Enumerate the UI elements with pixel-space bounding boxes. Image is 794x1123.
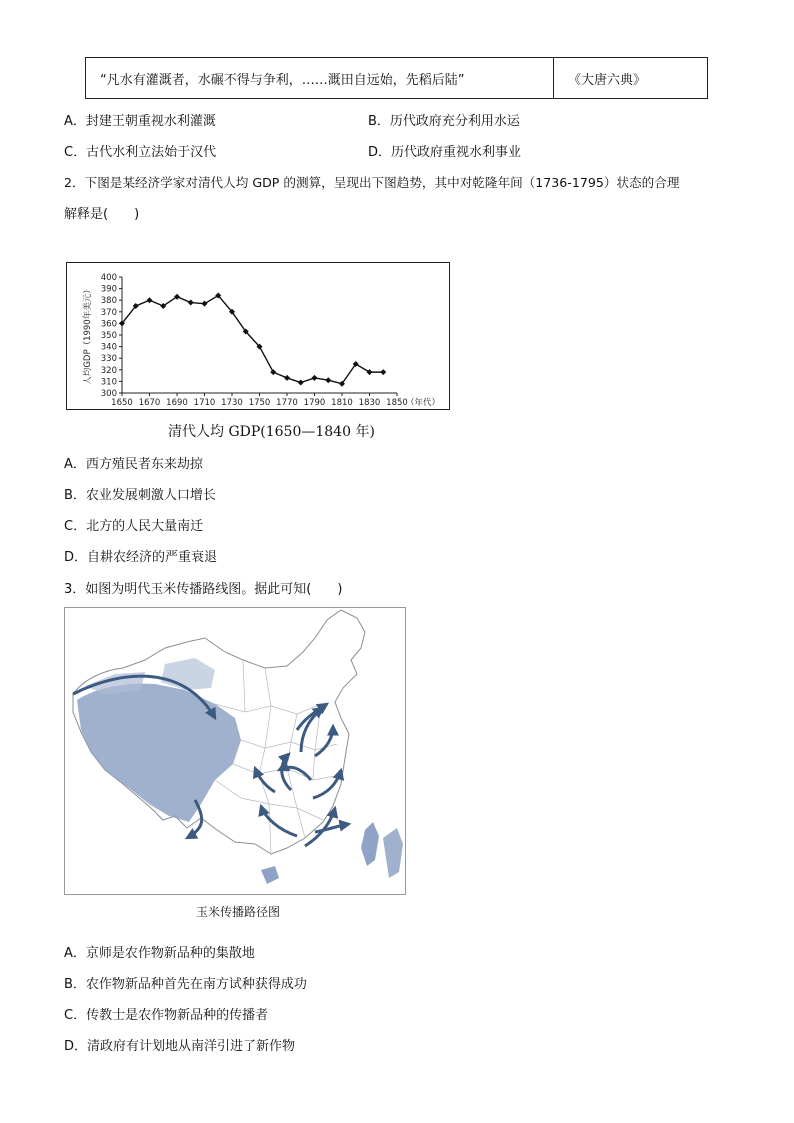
- option-text: 封建王朝重视水利灌溉: [85, 114, 216, 129]
- option-letter: A．: [64, 946, 86, 961]
- q1-option-b[interactable]: [368, 110, 520, 129]
- q3-option-a[interactable]: [64, 942, 255, 961]
- q2-option-a[interactable]: [64, 453, 203, 472]
- y-tick-label: 400: [100, 273, 117, 283]
- option-text: 清政府有计划地从南洋引进了新作物: [87, 1039, 296, 1054]
- taiwan-island: [361, 822, 379, 866]
- y-tick-label: 390: [100, 284, 117, 295]
- option-text: 历代政府重视水利事业: [391, 145, 522, 160]
- y-tick-label: 360: [100, 319, 117, 330]
- q1-option-c[interactable]: [64, 141, 216, 160]
- x-tick-label: 1730: [221, 398, 243, 408]
- option-text: 西方殖民者东来劫掠: [85, 457, 203, 472]
- table-source-cell: 《大唐六典》: [568, 72, 647, 88]
- option-letter: B．: [368, 114, 390, 129]
- map-caption: 玉米传播路径图: [196, 905, 281, 919]
- data-point: [312, 375, 318, 381]
- x-tick-label: 1790: [303, 398, 326, 408]
- data-point: [147, 297, 153, 303]
- x-tick-label: 1850: [386, 398, 408, 408]
- data-point: [202, 301, 208, 307]
- option-letter: C．: [64, 145, 87, 160]
- option-letter: C．: [64, 519, 87, 534]
- gdp-chart-frame: [66, 262, 450, 410]
- option-text: 历代政府充分利用水运: [389, 114, 520, 129]
- hainan-island: [261, 866, 279, 884]
- q3-option-d[interactable]: [64, 1035, 295, 1054]
- x-tick-label: 1830: [358, 398, 381, 408]
- option-text: 京师是农作物新品种的集散地: [85, 946, 255, 961]
- q2-stem-line2: 解释是( ): [64, 207, 140, 222]
- option-letter: B．: [64, 977, 86, 992]
- gdp-line-chart: [67, 263, 449, 409]
- right-coast-shading: [383, 828, 403, 878]
- q3-option-b[interactable]: [64, 973, 307, 992]
- option-text: 北方的人民大量南迁: [86, 519, 204, 534]
- q1-option-a[interactable]: [64, 110, 216, 129]
- q2-option-c[interactable]: [64, 515, 203, 534]
- q2-option-b[interactable]: [64, 484, 216, 503]
- option-text: 古代水利立法始于汉代: [86, 145, 217, 160]
- q3-stem: 3．如图为明代玉米传播路线图。据此可知( ): [64, 582, 343, 597]
- option-letter: A．: [64, 457, 86, 472]
- data-point: [380, 369, 386, 375]
- y-tick-label: 300: [100, 389, 117, 399]
- x-tick-label: 1670: [138, 398, 161, 408]
- x-tick-label: 1690: [166, 398, 188, 408]
- table-quote-cell: “凡水有灌溉者，水碾不得与争利，……溉田自远始，先稻后陆”: [86, 58, 554, 98]
- y-tick-label: 350: [100, 331, 117, 341]
- china-map: [65, 608, 405, 894]
- gdp-series-line: [122, 296, 383, 384]
- y-tick-label: 340: [100, 342, 117, 353]
- y-axis-label: 人均GDP（1990年美元）: [83, 285, 93, 385]
- option-letter: D．: [368, 145, 392, 160]
- y-tick-label: 330: [100, 354, 117, 365]
- option-letter: B．: [64, 488, 86, 503]
- x-tick-label: 1650: [111, 398, 133, 408]
- option-text: 自耕农经济的严重衰退: [87, 550, 218, 565]
- y-tick-label: 310: [100, 377, 117, 388]
- option-letter: D．: [64, 1039, 88, 1054]
- q2-option-d[interactable]: [64, 546, 217, 565]
- data-point: [298, 380, 304, 386]
- option-letter: D．: [64, 550, 88, 565]
- x-tick-label: 1770: [276, 398, 298, 408]
- q3-option-c[interactable]: [64, 1004, 268, 1023]
- option-text: 传教士是农作物新品种的传播者: [86, 1008, 269, 1023]
- option-letter: C．: [64, 1008, 87, 1023]
- y-tick-label: 320: [100, 365, 117, 376]
- data-point: [367, 369, 373, 375]
- q2-stem-line1: 2．下图是某经济学家对清代人均 GDP 的测算，呈现出下图趋势，其中对乾隆年间（1736-1795）状态的合理: [64, 175, 680, 190]
- chart-caption: 清代人均 GDP(1650—1840 年): [168, 424, 375, 440]
- x-tick-label: 1710: [193, 398, 216, 408]
- x-tick-label: 1810: [331, 398, 353, 408]
- data-point: [284, 375, 290, 381]
- option-text: 农业发展刺激人口增长: [85, 488, 216, 503]
- corn-route-map-frame: [64, 607, 406, 895]
- option-letter: A．: [64, 114, 86, 129]
- data-point: [270, 369, 276, 375]
- quote-table: [85, 57, 708, 99]
- x-axis-label: （年代）: [405, 398, 441, 408]
- option-text: 农作物新品种首先在南方试种获得成功: [85, 977, 307, 992]
- q1-option-d[interactable]: [368, 141, 521, 160]
- data-point: [188, 300, 194, 306]
- data-point: [325, 377, 331, 383]
- y-tick-label: 380: [100, 296, 117, 307]
- x-tick-label: 1750: [248, 398, 271, 408]
- y-tick-label: 370: [100, 307, 117, 318]
